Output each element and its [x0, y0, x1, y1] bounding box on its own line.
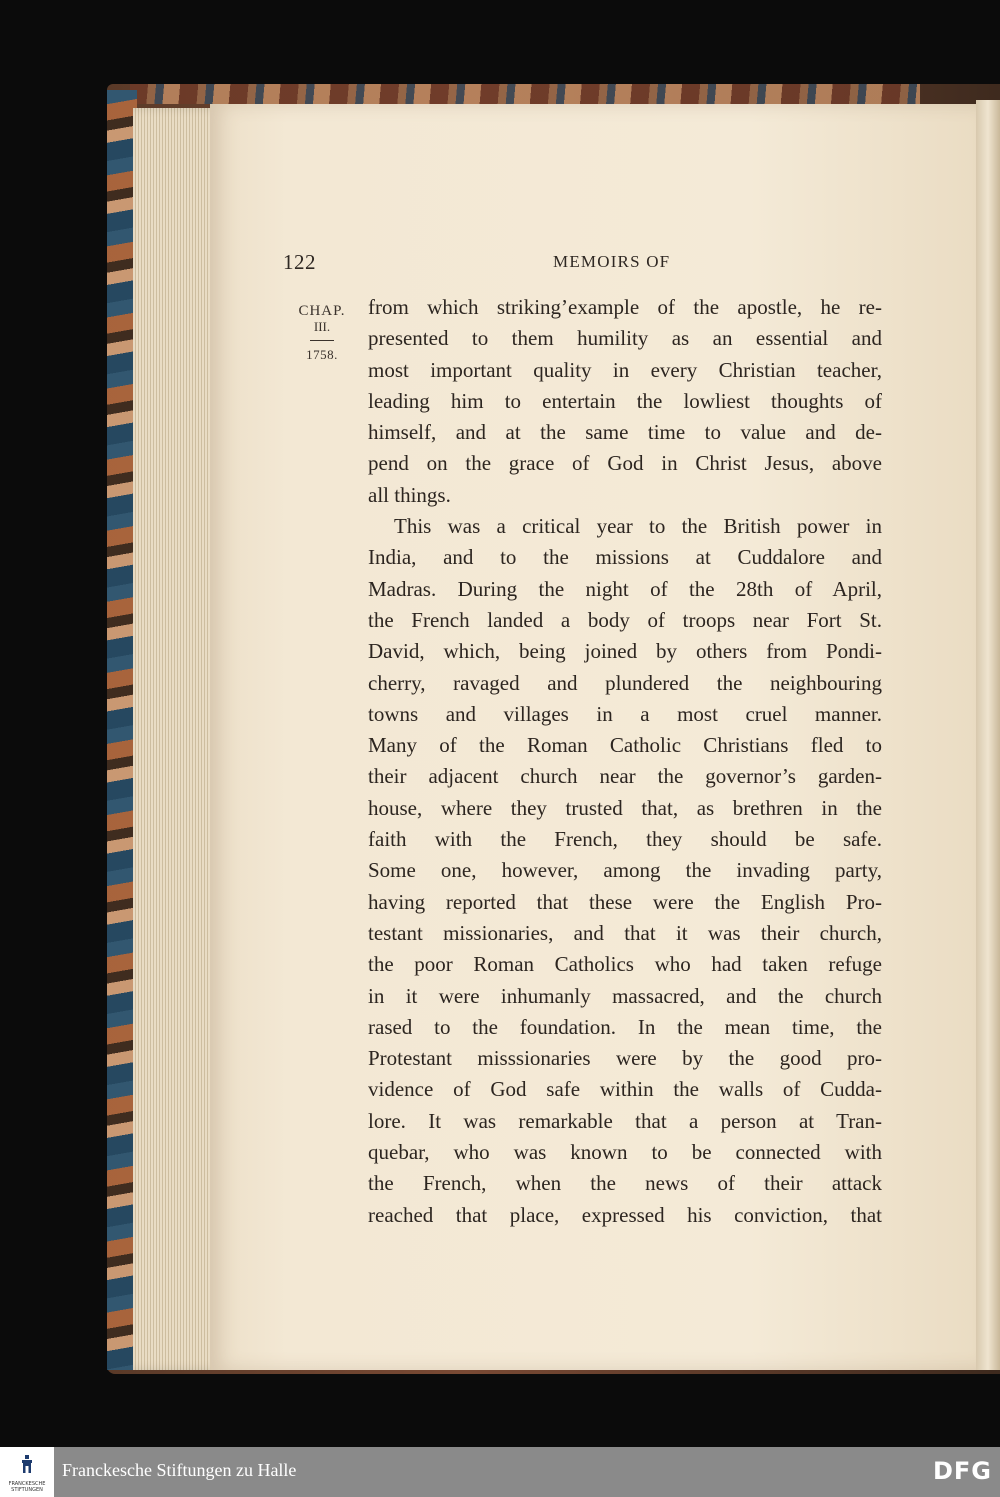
text-line: faith with the French, they should be safe. — [368, 827, 882, 852]
text-line: the French, when the news of their attack — [368, 1171, 882, 1196]
text-line: Some one, however, among the invading party, — [368, 858, 882, 883]
franckesche-emblem-icon — [20, 1455, 34, 1475]
text-line: most important quality in every Christian teacher, — [368, 357, 882, 382]
logo-text-line: STIFTUNGEN — [11, 1487, 43, 1493]
text-line: himself, and at the same time to value and de- — [368, 420, 882, 445]
text-line: presented to them humility as an essential and — [368, 326, 882, 351]
margin-rule — [310, 340, 334, 341]
chapter-number: III. — [313, 319, 331, 334]
body-text — [368, 292, 882, 1231]
text-line: quebar, who was known to be connected with — [368, 1140, 882, 1165]
text-line: cherry, ravaged and plundered the neighbouring — [368, 670, 882, 695]
text-line: house, where they trusted that, as brethren in the — [368, 795, 882, 820]
logo-text-line: FRANCKESCHE — [8, 1481, 46, 1487]
text-line: Protestant misssionaries were by the good pro- — [368, 1046, 882, 1071]
text-line: from which strikingʼexample of the apostle, he re- — [368, 295, 882, 319]
running-head — [283, 250, 883, 276]
text-line: the poor Roman Catholics who had taken refuge — [368, 952, 882, 977]
text-line: towns and villages in a most cruel manner. — [368, 701, 882, 726]
text-line: lore. It was remarkable that a person at Tran- — [368, 1108, 882, 1133]
text-line: This was a critical year to the British power in — [394, 514, 882, 539]
facing-page-edge — [976, 100, 1000, 1370]
text-line: in it were inhumanly massacred, and the church — [368, 983, 882, 1008]
institution-name: Franckesche Stiftungen zu Halle — [62, 1460, 297, 1480]
text-line: India, and to the missions at Cuddalore and — [368, 545, 882, 570]
page-number: 122 — [283, 250, 316, 274]
margin-note — [286, 302, 358, 362]
footer-bar — [0, 1447, 1000, 1497]
text-line: Many of the Roman Catholic Christians fled to — [368, 733, 882, 758]
text-line: pend on the grace of God in Christ Jesus, above — [368, 451, 882, 476]
text-line: reached that place, expressed his conviction, that — [368, 1202, 882, 1227]
text-line: their adjacent church near the governor’s garden- — [368, 764, 882, 789]
text-line: leading him to entertain the lowliest thoughts of — [368, 388, 882, 413]
chapter-label: CHAP. — [298, 303, 346, 319]
institution-logo[interactable] — [0, 1447, 54, 1497]
text-line: having reported that these were the English Pro- — [368, 889, 882, 914]
top-edge-marbling — [130, 84, 920, 104]
text-line: the French landed a body of troops near Fort St. — [368, 607, 882, 632]
text-line: Madras. During the night of the 28th of April, — [368, 576, 882, 601]
text-line: rased to the foundation. In the mean time, the — [368, 1014, 882, 1039]
dfg-logo[interactable]: DFG — [932, 1457, 992, 1485]
margin-year: 1758. — [306, 346, 338, 362]
text-line: testant missionaries, and that it was their church, — [368, 920, 882, 945]
running-title: MEMOIRS OF — [553, 252, 671, 271]
text-line: all things. — [368, 482, 451, 507]
text-line: vidence of God safe within the walls of Cudda- — [368, 1077, 882, 1102]
text-line: David, which, being joined by others from Pondi- — [368, 639, 882, 664]
logo-text — [2, 1481, 52, 1493]
